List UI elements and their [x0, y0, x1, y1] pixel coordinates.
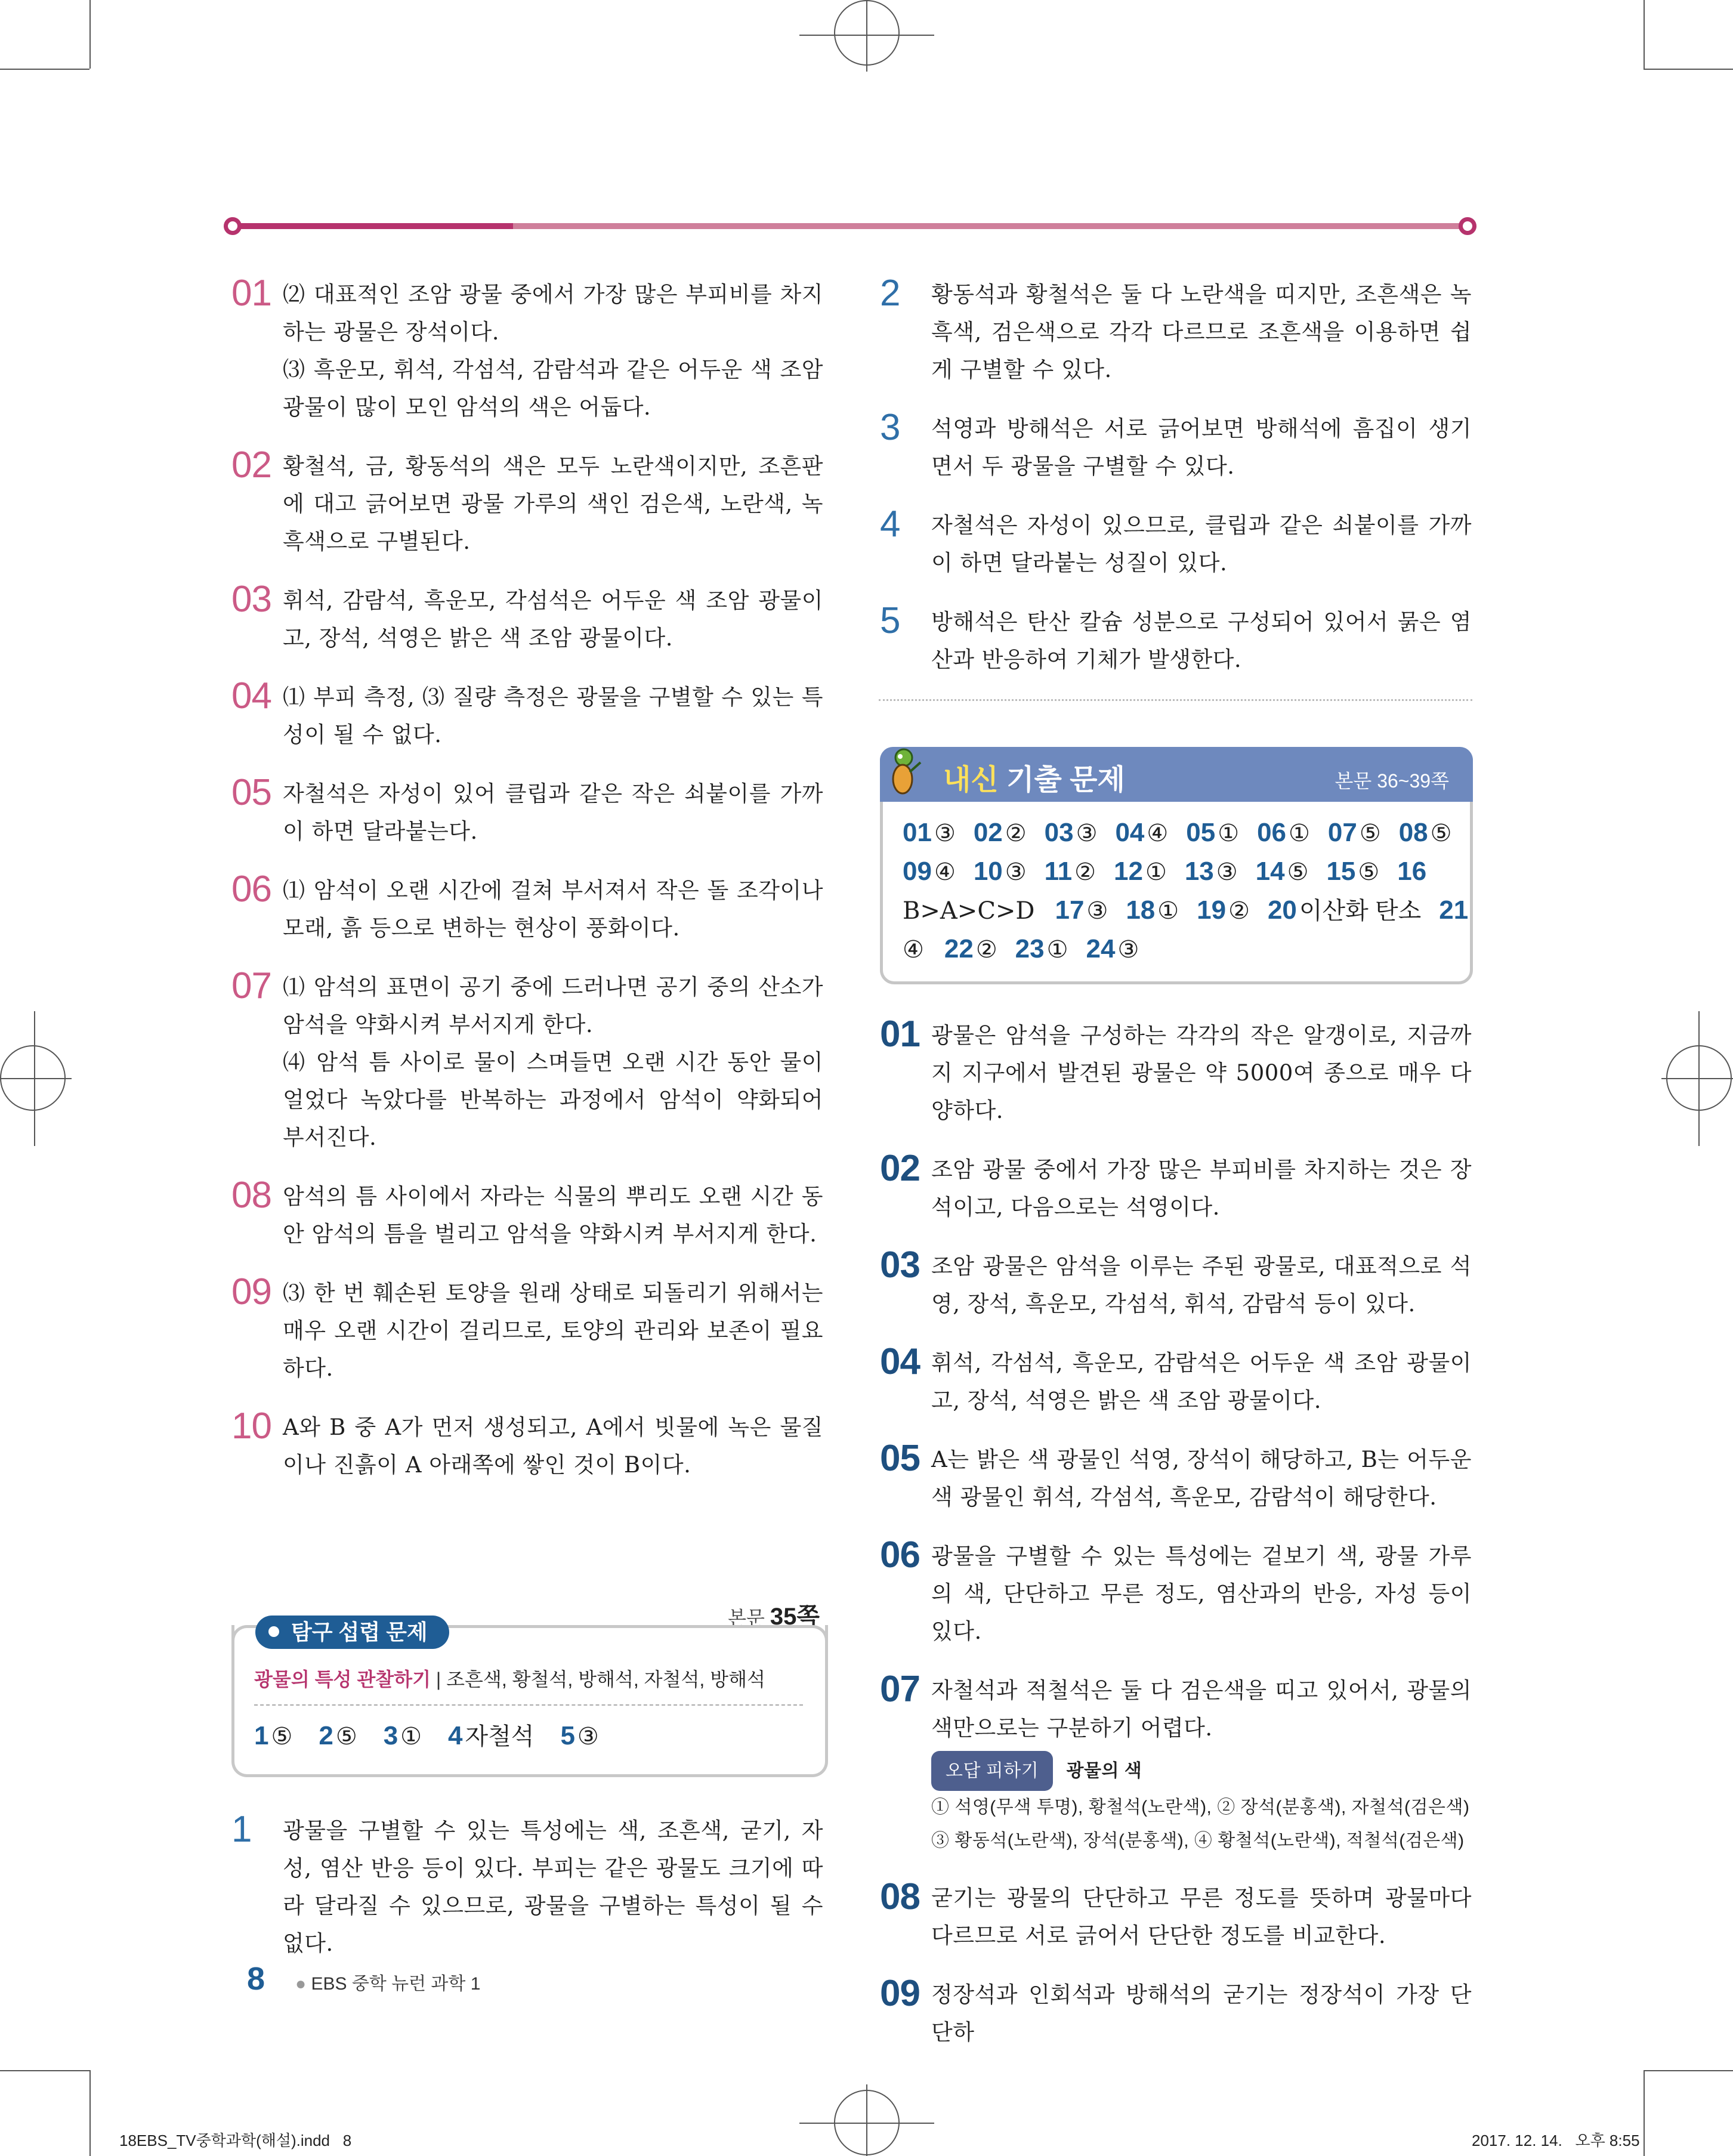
item-text: ⑴ 암석이 오랜 시간에 걸쳐 부서져서 작은 돌 조각이나 모래, 흙 등으로 변하는 현상이 풍화이다. — [283, 878, 823, 941]
item-text: 광물을 구별할 수 있는 특성에는 색, 조흔색, 굳기, 자성, 염산 반응 등이 있다. 부피는 같은 광물도 크기에 따라 달라질 수 있으므로, 광물을 구별하는 특성이 될 수 없다. — [283, 1818, 823, 1956]
registration-line — [799, 35, 934, 36]
item-number: 03 — [880, 1244, 920, 1286]
item-text: 암석의 틈 사이에서 자라는 식물의 뿌리도 오랜 시간 동안 암석의 틈을 벌리고 암석을 약화시켜 부서지게 한다. — [283, 1184, 823, 1247]
tamgu-title: 탐구 섭렵 문제 — [255, 1616, 449, 1649]
answer-item — [880, 1438, 1472, 1516]
answer-pair: 15 ⑤ — [1326, 857, 1380, 886]
answer-item — [231, 965, 823, 1156]
answer-item — [880, 1876, 1472, 1954]
item-text: ⑶ 흑운모, 휘석, 각섬석, 감람석과 같은 어두운 색 조암 광물이 많이 모인 암석의 색은 어둡다. — [283, 357, 823, 420]
answer-pair: 5 ③ — [560, 1721, 599, 1750]
item-number: 06 — [231, 869, 271, 910]
answer-item — [231, 1408, 823, 1484]
item-text: ⑵ 대표적인 조암 광물 중에서 가장 많은 부피비를 차지하는 광물은 장석이다. — [283, 282, 823, 345]
naesin-page-ref: 본문 36~39쪽 — [1334, 770, 1449, 792]
item-text: 휘석, 각섬석, 흑운모, 감람석은 어두운 색 조암 광물이고, 장석, 석영은 밝은 색 조암 광물이다. — [931, 1350, 1472, 1413]
item-number: 02 — [231, 444, 271, 486]
answer-item — [880, 1669, 1472, 1858]
item-number: 4 — [880, 504, 900, 545]
answer-item — [880, 273, 1472, 388]
divider — [254, 1704, 803, 1706]
answer-text: B>A>C>D — [903, 897, 1035, 925]
answer-pair: 11 ② — [1044, 857, 1096, 886]
item-number: 08 — [231, 1175, 271, 1216]
answer-pair: 03 ③ — [1044, 818, 1098, 847]
item-text: ⑶ 한 번 훼손된 토양을 원래 상태로 되돌리기 위해서는 매우 오랜 시간이 걸리므로, 토양의 관리와 보존이 필요하다. — [283, 1280, 823, 1381]
answer-pair: 13 ③ — [1184, 857, 1238, 886]
answer-pair: 05 ① — [1186, 818, 1240, 847]
registration-line — [1698, 1011, 1700, 1146]
answer-item — [880, 600, 1472, 678]
answer-item — [880, 1534, 1472, 1650]
answer-pair: 12 ① — [1114, 857, 1167, 886]
registration-line — [866, 0, 867, 72]
answer-pair: 02 ② — [973, 818, 1027, 847]
answer-pair: 3 ① — [383, 1721, 422, 1750]
tamgu-explanations — [231, 1809, 823, 1984]
item-number: 06 — [880, 1534, 920, 1576]
item-text: 자철석과 적철석은 둘 다 검은색을 띠고 있어서, 광물의 색만으로는 구분하기 어렵다. — [931, 1678, 1472, 1741]
answer-pair: 07 ⑤ — [1327, 818, 1381, 847]
item-text: 자철석은 자성이 있어 클립과 같은 작은 쇠붙이를 가까이 하면 달라붙는다. — [283, 781, 823, 844]
naesin-section — [880, 747, 1473, 984]
item-text: 광물은 암석을 구성하는 각각의 작은 알갱이로, 지금까지 지구에서 발견된 광물은 약 5000여 종으로 매우 다양하다. — [931, 1023, 1472, 1123]
item-text: A는 밝은 색 광물인 석영, 장석이 해당하고, B는 어두운 색 광물인 휘석, 각섬석, 흑운모, 감람석이 해당한다. — [931, 1447, 1472, 1510]
answer-pair: 08 ⑤ — [1398, 818, 1452, 847]
answer-pair: 24 ③ — [1086, 934, 1139, 963]
tamgu-page-ref: 본문 35쪽 — [728, 1604, 820, 1630]
crop-mark — [89, 2070, 91, 2156]
answer-pair: 19 ② — [1197, 895, 1250, 925]
item-text: A와 B 중 A가 먼저 생성되고, A에서 빗물에 녹은 물질이나 진흙이 A 아래쪽에 쌓인 것이 B이다. — [283, 1414, 823, 1478]
page-number: 8 — [247, 1961, 265, 1997]
answer-pair: 20 이산화 탄소 — [1267, 895, 1422, 925]
crop-mark — [0, 69, 89, 70]
answer-item — [231, 273, 823, 426]
file-name: 18EBS_TV중학과학(해설).indd 8 — [119, 2132, 352, 2149]
item-number: 09 — [880, 1973, 920, 2014]
item-text: 조암 광물은 암석을 이루는 주된 광물로, 대표적으로 석영, 장석, 흑운모, 각섬석, 휘석, 감람석 등이 있다. — [931, 1253, 1472, 1317]
odap-tag: 오답 피하기 — [931, 1751, 1053, 1791]
left-answer-column — [231, 273, 823, 1505]
answer-item — [231, 444, 823, 560]
answer-item — [880, 1973, 1472, 2051]
naesin-answers — [903, 814, 1469, 969]
item-number: 10 — [231, 1406, 271, 1447]
answer-item — [880, 1148, 1472, 1226]
answer-pair: 09 ④ — [903, 857, 956, 886]
answer-item — [880, 506, 1472, 582]
answer-item — [880, 1341, 1472, 1419]
answer-pair: 1 ⑤ — [254, 1721, 293, 1750]
item-text: ⑷ 암석 틈 사이로 물이 스며들면 오랜 시간 동안 물이 얼었다 녹았다를 반복하는 과정에서 암석이 약화되어 부서진다. — [283, 1049, 823, 1150]
registration-line — [1661, 1078, 1733, 1079]
item-text: 광물을 구별할 수 있는 특성에는 겉보기 색, 광물 가루의 색, 단단하고 무른 정도, 염산과의 반응, 자성 등이 있다. — [931, 1543, 1472, 1644]
item-text: 황동석과 황철석은 둘 다 노란색을 띠지만, 조흔색은 녹흑색, 검은색으로 각각 다르므로 조흔색을 이용하면 쉽게 구별할 수 있다. — [931, 282, 1472, 382]
item-number: 05 — [231, 772, 271, 813]
crop-mark — [1644, 2070, 1645, 2156]
item-number: 03 — [231, 579, 271, 620]
answer-text: ④ — [903, 936, 924, 963]
tamgu-subtitle: 광물의 특성 관찰하기 | 조흔색, 황철석, 방해석, 자철석, 방해석 — [254, 1669, 765, 1690]
naesin-title: 내신 기출 문제 — [943, 764, 1125, 796]
crop-mark — [1644, 2070, 1733, 2071]
registration-line — [866, 2084, 867, 2156]
answer-pair: 14 ⑤ — [1255, 857, 1309, 886]
crop-mark — [1644, 0, 1645, 69]
item-text: 굳기는 광물의 단단하고 무른 정도를 뜻하며 광물마다 다르므로 서로 긁어서 단단한 정도를 비교한다. — [931, 1885, 1472, 1948]
book-title: ● EBS 중학 뉴런 과학 1 — [295, 1974, 481, 1994]
item-number: 02 — [880, 1148, 920, 1189]
item-number: 5 — [880, 600, 900, 641]
right-answer-column-top — [880, 273, 1472, 700]
odap-line: ① 석영(무색 투명), 황철석(노란색), ② 장석(분홍색), 자철석(검은색) — [931, 1797, 1470, 1817]
item-number: 04 — [231, 675, 271, 716]
answer-pair: 10 ③ — [973, 857, 1027, 886]
item-text: ⑴ 부피 측정, ⑶ 질량 측정은 광물을 구별할 수 있는 특성이 될 수 없다. — [283, 684, 823, 748]
answer-item — [231, 869, 823, 947]
mascot-icon — [888, 745, 923, 798]
answer-pair: 2 ⑤ — [319, 1721, 357, 1750]
tamgu-answers — [254, 1717, 625, 1756]
answer-pair: 06 ① — [1257, 818, 1310, 847]
answer-pair: 22 ② — [944, 934, 997, 963]
answer-pair: 23 ① — [1015, 934, 1068, 963]
item-number: 01 — [880, 1014, 920, 1055]
answer-pair: 21 — [1439, 895, 1469, 925]
crop-mark — [89, 0, 91, 69]
item-number: 05 — [880, 1438, 920, 1479]
item-text: 석영과 방해석은 서로 긁어보면 방해석에 흠집이 생기면서 두 광물을 구별할 수 있다. — [931, 416, 1472, 479]
item-number: 09 — [231, 1271, 271, 1312]
crop-mark — [0, 2070, 89, 2071]
answer-item — [880, 1244, 1472, 1323]
item-number: 07 — [231, 965, 271, 1006]
answer-pair: 17 ③ — [1055, 895, 1108, 925]
item-text: 휘석, 감람석, 흑운모, 각섬석은 어두운 색 조암 광물이고, 장석, 석영은 밝은 색 조암 광물이다. — [283, 588, 823, 651]
section-divider — [879, 699, 1472, 701]
answer-item — [231, 675, 823, 753]
header-rule — [224, 217, 1476, 235]
odap-title: 광물의 색 — [1066, 1761, 1142, 1781]
answer-pair: 16 — [1397, 857, 1427, 886]
item-text: ⑴ 암석의 표면이 공기 중에 드러나면 공기 중의 산소가 암석을 약화시켜 부서지게 한다. — [283, 974, 823, 1037]
answer-pair: 04 ④ — [1115, 818, 1169, 847]
item-number: 07 — [880, 1669, 920, 1710]
item-text: 조암 광물 중에서 가장 많은 부피비를 차지하는 것은 장석이고, 다음으로는 석영이다. — [931, 1157, 1472, 1220]
answer-item — [880, 1014, 1472, 1129]
odap-note — [931, 1750, 1472, 1858]
answer-item — [231, 1175, 823, 1253]
item-number: 01 — [231, 273, 271, 314]
answer-pair: 18 ① — [1126, 895, 1179, 925]
registration-line — [34, 1011, 35, 1146]
item-number: 3 — [880, 407, 900, 448]
item-text: 자철석은 자성이 있으므로, 클립과 같은 쇠붙이를 가까이 하면 달라붙는 성질이 있다. — [931, 512, 1472, 576]
right-answer-column-bottom — [880, 1014, 1472, 2072]
print-date: 2017. 12. 14. 오후 8:55 — [1472, 2132, 1640, 2149]
answer-item — [231, 772, 823, 850]
item-number: 2 — [880, 273, 900, 314]
answer-item — [231, 579, 823, 657]
tamgu-section — [231, 1598, 828, 1780]
item-number: 04 — [880, 1341, 920, 1382]
answer-pair: 01 ③ — [903, 818, 956, 847]
item-text: 정장석과 인회석과 방해석의 굳기는 정장석이 가장 단단하 — [931, 1982, 1472, 2045]
answer-item — [231, 1809, 823, 1962]
answer-item — [880, 407, 1472, 485]
registration-line — [799, 2123, 934, 2124]
answer-pair: 4 자철석 — [448, 1721, 535, 1750]
item-number: 08 — [880, 1876, 920, 1917]
answer-item — [231, 1271, 823, 1387]
item-number: 1 — [231, 1809, 252, 1850]
item-text: 방해석은 탄산 칼슘 성분으로 구성되어 있어서 묽은 염산과 반응하여 기체가 발생한다. — [931, 609, 1472, 672]
odap-line: ③ 황동석(노란색), 장석(분홍색), ④ 황철석(노란색), 적철석(검은색) — [931, 1831, 1465, 1851]
crop-mark — [1644, 69, 1733, 70]
item-text: 황철석, 금, 황동석의 색은 모두 노란색이지만, 조흔판에 대고 긁어보면 광물 가루의 색인 검은색, 노란색, 녹흑색으로 구별된다. — [283, 453, 823, 554]
registration-line — [0, 1078, 72, 1079]
